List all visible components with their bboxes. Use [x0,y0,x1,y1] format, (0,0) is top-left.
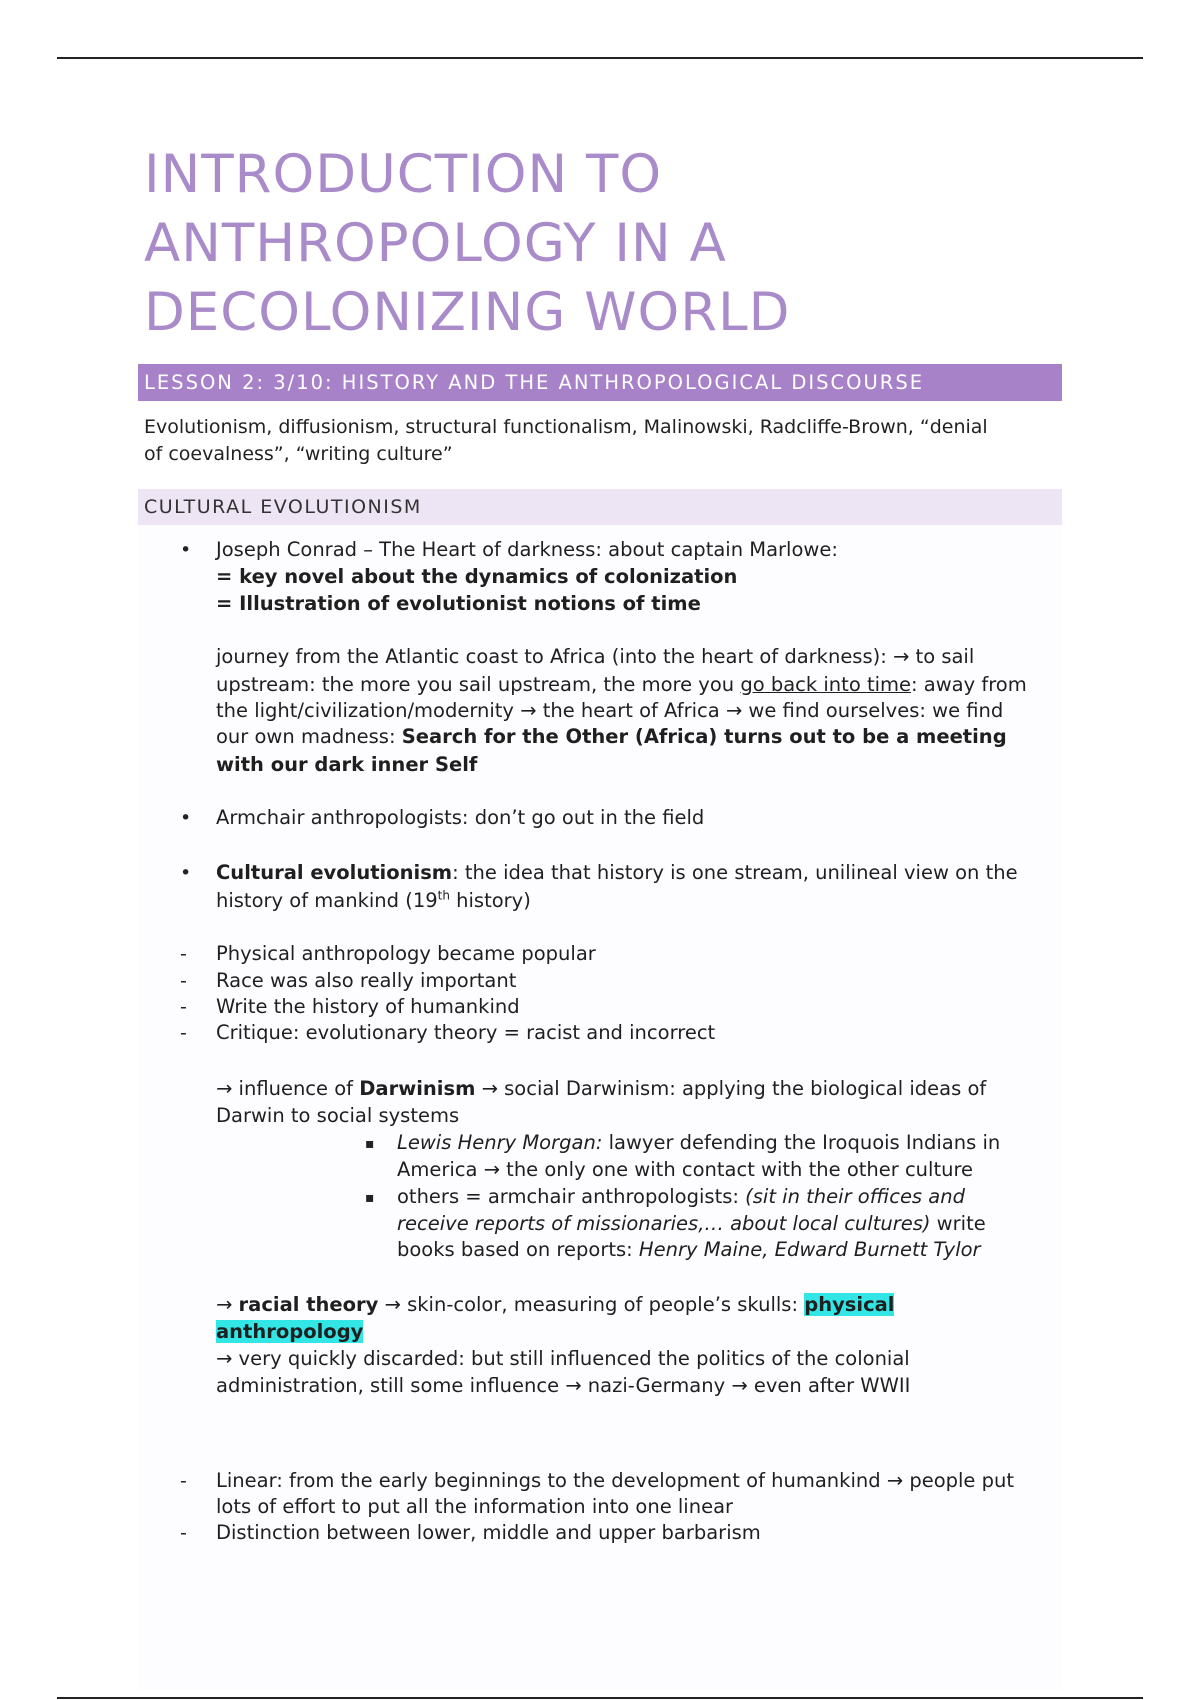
cultural-evolutionism-line: history of mankind (19th history) [216,888,531,912]
dash-marker: - [180,1470,187,1492]
morgan-line: Lewis Henry Morgan: lawyer defending the Iroquois Indians in [397,1131,1001,1154]
darwinism-line: Darwin to social systems [216,1104,460,1127]
cultural-evolutionism-line: Cultural evolutionism: the idea that history is one stream, unilineal view on the [216,861,1018,884]
bullet-marker: • [180,539,192,561]
distinction-line: Distinction between lower, middle and upper barbarism [216,1521,761,1544]
bottom-rule [57,1697,1143,1699]
racial-theory-line: → very quickly discarded: but still influenced the politics of the colonial [216,1347,910,1370]
dash-marker: - [180,996,187,1018]
title-line: ANTHROPOLOGY IN A [144,213,727,274]
armchair-line: Armchair anthropologists: don’t go out in the field [216,806,705,829]
darwinism-line: → influence of Darwinism → social Darwinism: applying the biological ideas of [216,1077,987,1100]
others-line: books based on reports: Henry Maine, Edward Burnett Tylor [397,1238,981,1261]
document-title [144,140,1104,347]
keywords-paragraph [144,414,1064,468]
highlight: physical [804,1293,895,1316]
journey-line: upstream: the more you sail upstream, the more you go back into time: away from [216,673,1027,696]
keywords-line: Evolutionism, diffusionism, structural functionalism, Malinowski, Radcliffe-Brown, “denial [144,416,988,438]
dash-marker: - [180,1522,187,1544]
dash-marker: - [180,1022,187,1044]
title-line: INTRODUCTION TO [144,144,663,205]
racial-theory-line [216,1319,363,1345]
others-line: receive reports of missionaries,… about local cultures) write [397,1212,986,1235]
journey-line: the light/civilization/modernity → the heart of Africa → we find ourselves: we find [216,699,1004,722]
dash-marker: - [180,943,187,965]
section-heading: CULTURAL EVOLUTIONISM [138,489,1062,525]
dash-item: Physical anthropology became popular [216,942,596,965]
journey-line: our own madness: Search for the Other (Africa) turns out to be a meeting [216,725,1007,748]
title-line: DECOLONIZING WORLD [144,282,791,343]
square-bullet-marker: ▪ [365,1190,375,1206]
dash-item: Race was also really important [216,969,517,992]
dash-item: Critique: evolutionary theory = racist and incorrect [216,1021,716,1044]
dash-item: Write the history of humankind [216,995,520,1018]
morgan-line: America → the only one with contact with the other culture [397,1158,974,1181]
conrad-line: Joseph Conrad – The Heart of darkness: about captain Marlowe: [216,538,838,561]
conrad-line: = Illustration of evolutionist notions of time [216,592,701,615]
dash-marker: - [180,970,187,992]
keywords-line: of coevalness”, “writing culture” [144,443,453,465]
square-bullet-marker: ▪ [365,1136,375,1152]
racial-theory-line: administration, still some influence → nazi-Germany → even after WWII [216,1374,911,1397]
bullet-marker: • [180,807,192,829]
linear-line: Linear: from the early beginnings to the development of humankind → people put [216,1469,1015,1492]
bullet-marker: • [180,862,192,884]
racial-theory-line: → racial theory → skin-color, measuring of people’s skulls: physical [216,1293,895,1316]
highlight: anthropology [216,1320,364,1343]
journey-line: journey from the Atlantic coast to Africa (into the heart of darkness): → to sail [216,645,975,668]
conrad-line: = key novel about the dynamics of colonization [216,565,738,588]
lesson-heading: LESSON 2: 3/10: HISTORY AND THE ANTHROPOLOGICAL DISCOURSE [138,364,1062,401]
others-line: others = armchair anthropologists: (sit in their offices and [397,1185,965,1208]
linear-line: lots of effort to put all the information into one linear [216,1495,734,1518]
top-rule [57,57,1143,59]
journey-line: with our dark inner Self [216,753,478,776]
